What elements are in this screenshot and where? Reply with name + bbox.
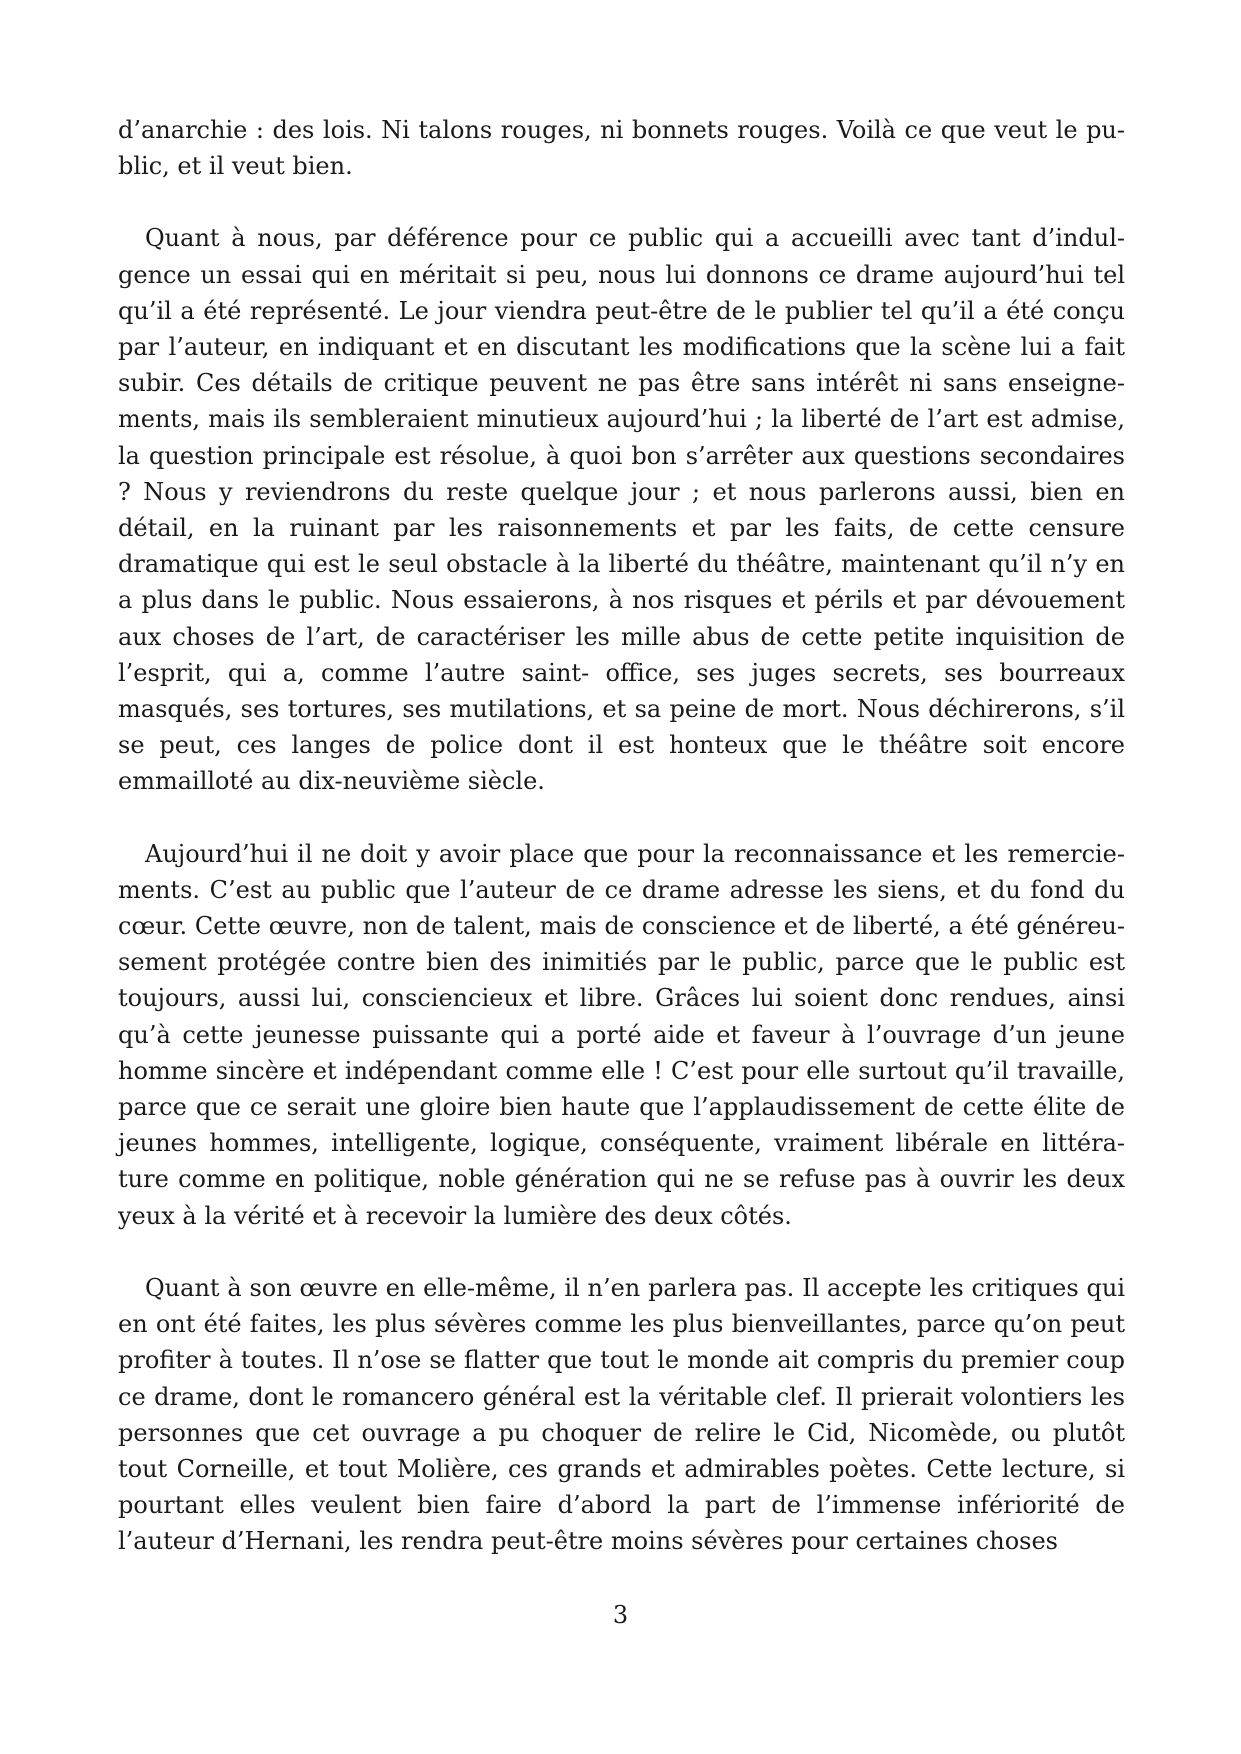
paragraph-continuation: d’anarchie : des lois. Ni talons rouges, ni bonnets rouges. Voilà ce que veut le public, et il veut bien. <box>118 116 1125 181</box>
page-number: 3 <box>612 1601 629 1629</box>
paragraph-remerciements: Aujourd’hui il ne doit y avoir place que pour la reconnaissance et les remerciements. C’est au public que l’auteur de ce drame adresse les siens, et du fond du cœur. Cette œuvre, non de talent, mais de conscience et de liberté, a été généreusement protégée contre bien des inimitiés par le public, parce que le public est toujours, aussi lui, consciencieux et libre. Grâces lui soient donc rendues, ainsi qu’à cette jeunesse puissante qui a porté aide et faveur à l’ouvrage d’un jeune homme sincère et indépendant comme elle ! C’est pour elle surtout qu’il travaille, parce que ce serait une gloire bien haute que l’applaudissement de cette élite de jeunes hommes, intelligente, logique, conséquente, vraiment libérale en littérature comme en politique, noble génération qui ne se refuse pas à ouvrir les deux yeux à la vérité et à recevoir la lumière des deux côtés. <box>118 839 1125 1230</box>
paragraph-oeuvre: Quant à son œuvre en elle-même, il n’en parlera pas. Il accepte les critiques qui en ont été faites, les plus sévères comme les plus bienveillantes, parce qu’on peut profiter à toutes. Il n’ose se flatter que tout le monde ait compris du premier coup ce drame, dont le romancero général est la véritable clef. Il prierait volontiers les personnes que cet ouvrage a pu choquer de relire le Cid, Nicomède, ou plutôt tout Corneille, et tout Molière, ces grands et admirables poètes. Cette lecture, si pourtant elles veulent bien faire d’abord la part de l’immense infériorité de l’auteur d’Hernani, les rendra peut-être moins sévères pour certaines choses <box>118 1273 1125 1556</box>
paragraph-censure: Quant à nous, par déférence pour ce public qui a accueilli avec tant d’indulgence un essai qui en méritait si peu, nous lui donnons ce drame aujourd’hui tel qu’il a été représenté. Le jour viendra peut-être de le publier tel qu’il a été conçu par l’auteur, en indiquant et en discutant les modifications que la scène lui a fait subir. Ces détails de critique peuvent ne pas être sans intérêt ni sans enseignements, mais ils sembleraient minutieux aujourd’hui ; la liberté de l’art est admise, la question principale est résolue, à quoi bon s’arrêter aux questions secondaires ? Nous y reviendrons du reste quelque jour ; et nous parlerons aussi, bien en détail, en la ruinant par les raisonnements et par les faits, de cette censure dramatique qui est le seul obstacle à la liberté du théâtre, maintenant qu’il n’y en a plus dans le public. Nous essaierons, à nos risques et périls et par dévouement aux choses de l’art, de caractériser les mille abus de cette petite inquisition de l’esprit, qui a, comme l’autre saint- office, ses juges secrets, ses bourreaux masqués, ses tortures, ses mutilations, et sa peine de mort. Nous déchirerons, s’il se peut, ces langes de police dont il est honteux que le théâtre soit encore emmailloté au dix-neuvième siècle. <box>118 224 1125 796</box>
page-body <box>118 112 1125 1596</box>
